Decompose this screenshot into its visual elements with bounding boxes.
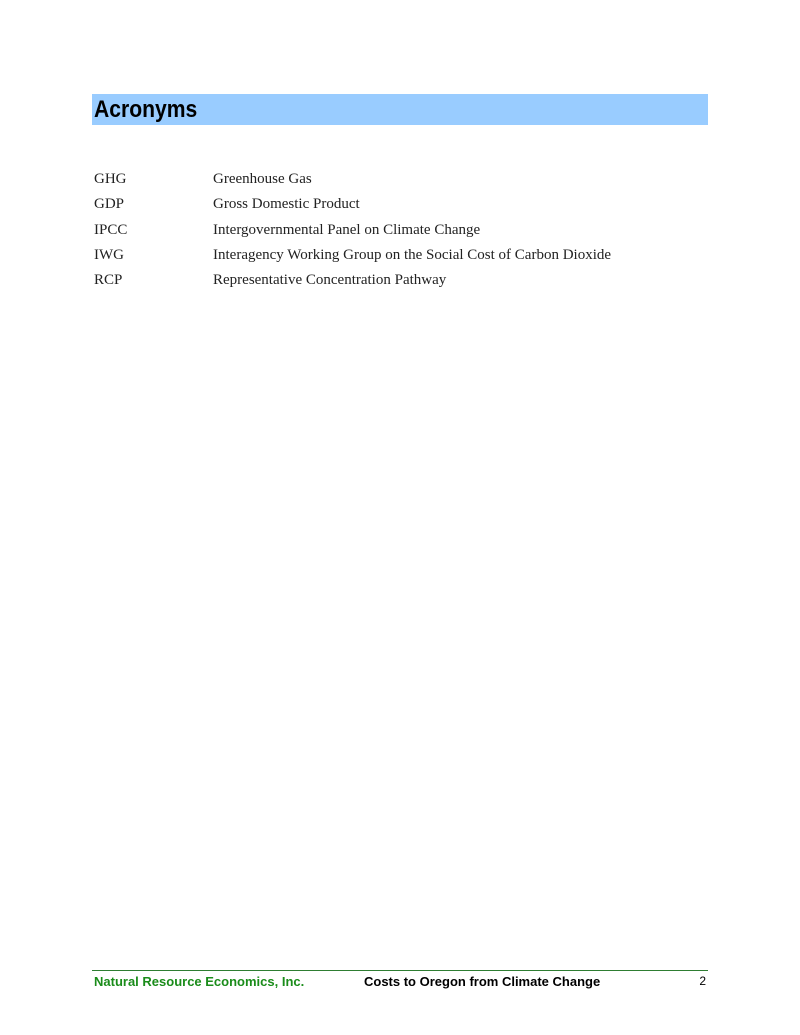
acronym-definition: Intergovernmental Panel on Climate Change (213, 221, 481, 238)
list-item (94, 218, 708, 243)
section-heading-bar (92, 94, 708, 125)
footer-company-name: Natural Resource Economics, Inc. (94, 974, 305, 989)
acronym-definition: Gross Domestic Product (213, 196, 360, 213)
page-footer (92, 970, 708, 993)
acronym-list (94, 167, 708, 293)
acronym-definition: Interagency Working Group on the Social Cost of Carbon Dioxide (213, 247, 612, 264)
acronym-definition: Representative Concentration Pathway (213, 272, 447, 289)
acronym-abbreviation: GHG (94, 171, 127, 188)
page-number: 2 (699, 974, 706, 988)
acronym-abbreviation: IPCC (94, 221, 128, 238)
acronym-abbreviation: GDP (94, 196, 125, 213)
list-item (94, 243, 708, 268)
list-item (94, 268, 708, 293)
page-title: Acronyms (94, 96, 198, 123)
list-item (94, 167, 708, 192)
list-item (94, 192, 708, 217)
acronym-abbreviation: RCP (94, 272, 123, 289)
footer-report-title: Costs to Oregon from Climate Change (364, 974, 601, 989)
acronym-abbreviation: IWG (94, 247, 124, 264)
acronym-definition: Greenhouse Gas (213, 171, 312, 188)
